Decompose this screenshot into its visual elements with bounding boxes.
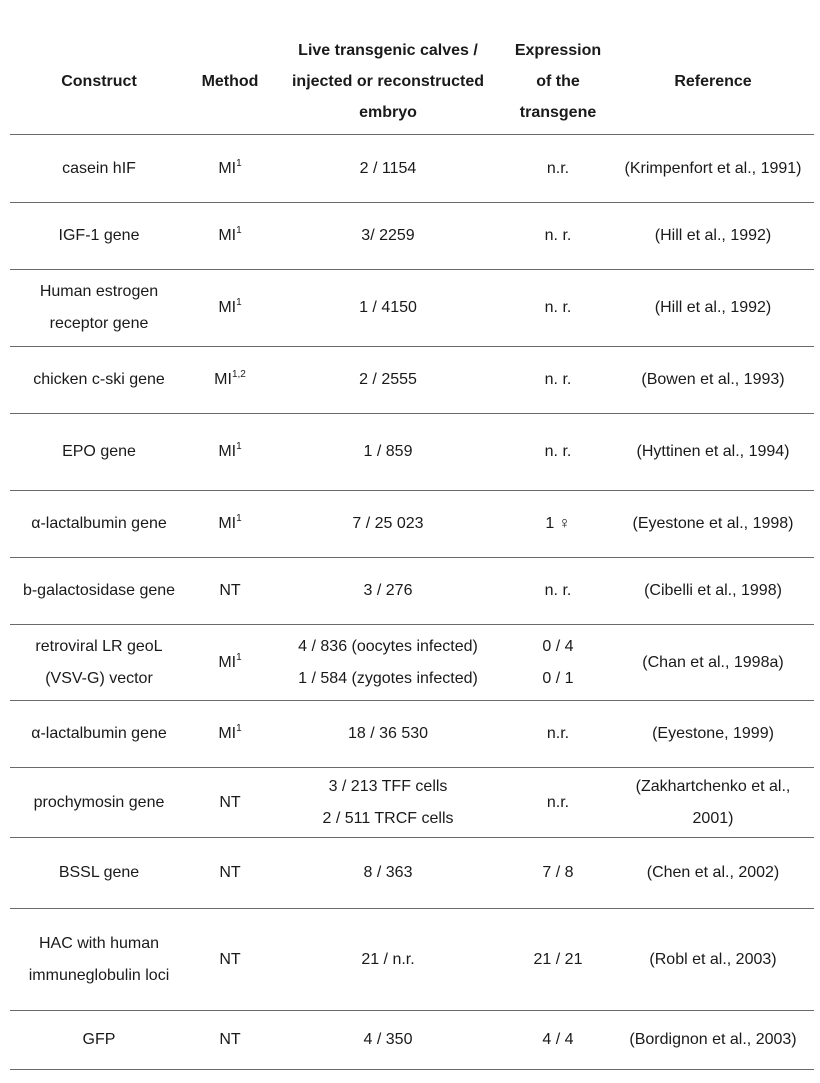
construct-cell [10, 718, 188, 750]
construct-line: (VSV-G) vector [45, 669, 153, 687]
live-calves-line: 3/ 2259 [361, 227, 415, 244]
reference-line: (Eyestone et al., 1998) [632, 515, 794, 532]
reference-line: (Hill et al., 1992) [654, 227, 772, 244]
live-calves-line: 3 / 213 TFF cells [328, 777, 448, 795]
header-expression-line: of the [536, 72, 580, 90]
table-row [10, 491, 814, 558]
table-row [10, 203, 814, 270]
header-live-line: Live transgenic calves / [298, 41, 478, 59]
reference-line: (Hyttinen et al., 1994) [636, 443, 790, 460]
reference-cell [612, 153, 814, 185]
construct-line: chicken c-ski gene [33, 371, 165, 388]
table-row [10, 625, 814, 701]
method-cell [188, 575, 272, 607]
reference-cell [612, 944, 814, 976]
construct-cell [10, 857, 188, 889]
construct-line: receptor gene [49, 315, 149, 332]
construct-line: HAC with human [38, 934, 160, 952]
live-calves-line: 8 / 363 [363, 864, 413, 881]
reference-line: 2001) [692, 809, 734, 827]
table-row [10, 909, 814, 1011]
construct-cell [10, 575, 188, 607]
live-calves-cell [272, 153, 504, 185]
construct-cell [10, 153, 188, 185]
live-calves-cell [272, 944, 504, 976]
expression-line: 4 / 4 [542, 1031, 574, 1048]
reference-line: (Chen et al., 2002) [646, 864, 780, 881]
table-row [10, 135, 814, 203]
construct-line: retroviral LR geoL [35, 637, 163, 655]
live-calves-line: 2 / 1154 [359, 159, 417, 177]
reference-cell [612, 292, 814, 324]
method-text: MI [218, 443, 237, 460]
live-calves-line: 4 / 350 [363, 1031, 413, 1048]
construct-line: casein hIF [62, 159, 136, 177]
live-calves-cell [272, 857, 504, 889]
header-expression [504, 35, 612, 128]
header-live-calves [272, 35, 504, 128]
construct-cell [10, 1024, 188, 1056]
live-calves-cell [272, 718, 504, 750]
method-text: MI [218, 653, 237, 671]
expression-line: n. r. [544, 443, 572, 460]
method-text: MI [218, 515, 237, 532]
expression-line: 0 / 4 [542, 637, 574, 655]
live-calves-cell [272, 575, 504, 607]
expression-line: n. r. [544, 227, 572, 244]
table-row [10, 414, 814, 491]
construct-line: α-lactalbumin gene [31, 725, 167, 742]
reference-line: (Eyestone, 1999) [652, 725, 774, 742]
table-row [10, 1011, 814, 1070]
construct-line: Human estrogen [39, 283, 159, 300]
method-text: NT [219, 950, 241, 968]
method-text: MI [218, 159, 237, 177]
construct-cell [10, 220, 188, 252]
reference-line: (Krimpenfort et al., 1991) [624, 159, 802, 177]
method-cell [188, 1024, 272, 1056]
reference-cell [612, 1024, 814, 1056]
method-footnote: 1 [236, 157, 242, 169]
reference-line: (Robl et al., 2003) [649, 950, 777, 968]
method-cell [188, 647, 272, 679]
reference-cell [612, 364, 814, 396]
construct-line: BSSL gene [58, 864, 140, 881]
reference-cell [612, 220, 814, 252]
expression-line: 21 / 21 [533, 950, 583, 968]
construct-cell [10, 631, 188, 695]
expression-line: n.r. [546, 793, 570, 811]
table-body [10, 135, 814, 1070]
live-calves-cell [272, 1024, 504, 1056]
reference-line: (Zakhartchenko et al., [635, 777, 791, 795]
expression-cell [504, 153, 612, 185]
live-calves-line: 21 / n.r. [361, 950, 415, 968]
expression-cell [504, 508, 612, 540]
live-calves-line: 1 / 4150 [359, 299, 417, 316]
expression-line: 7 / 8 [542, 864, 574, 881]
expression-cell [504, 944, 612, 976]
reference-line: (Cibelli et al., 1998) [644, 582, 782, 599]
transgenic-calves-table [10, 28, 814, 1070]
live-calves-line: 1 / 859 [363, 443, 413, 460]
expression-line: 1 ♀ [545, 515, 571, 532]
expression-line: 0 / 1 [542, 669, 574, 687]
method-cell [188, 508, 272, 540]
expression-cell [504, 436, 612, 468]
construct-cell [10, 928, 188, 992]
expression-cell [504, 220, 612, 252]
reference-cell [612, 508, 814, 540]
construct-line: EPO gene [62, 443, 136, 460]
expression-cell [504, 857, 612, 889]
reference-cell [612, 436, 814, 468]
construct-cell [10, 364, 188, 396]
header-method: Method [201, 72, 259, 90]
header-expression-line: transgene [519, 103, 597, 121]
expression-line: n. r. [544, 371, 572, 388]
reference-cell [612, 718, 814, 750]
expression-cell [504, 575, 612, 607]
reference-line: (Bowen et al., 1993) [641, 371, 785, 388]
construct-cell [10, 276, 188, 340]
method-text: MI [218, 725, 237, 742]
expression-line: n.r. [546, 159, 570, 177]
method-cell [188, 220, 272, 252]
live-calves-cell [272, 436, 504, 468]
table-row [10, 701, 814, 768]
reference-line: (Hill et al., 1992) [654, 299, 772, 316]
method-text: NT [219, 793, 241, 811]
live-calves-line: 2 / 2555 [359, 371, 417, 388]
table-header [10, 28, 814, 135]
construct-line: GFP [82, 1031, 116, 1048]
expression-cell [504, 364, 612, 396]
expression-cell [504, 787, 612, 819]
reference-line: (Chan et al., 1998a) [642, 653, 784, 671]
live-calves-cell [272, 364, 504, 396]
construct-cell [10, 787, 188, 819]
live-calves-line: 2 / 511 TRCF cells [322, 809, 454, 827]
method-cell [188, 153, 272, 185]
method-cell [188, 436, 272, 468]
construct-line: immuneglobulin loci [28, 966, 170, 984]
live-calves-line: 1 / 584 (zygotes infected) [298, 669, 478, 687]
reference-line: (Bordignon et al., 2003) [629, 1031, 797, 1048]
header-construct: Construct [61, 72, 137, 90]
table-row [10, 838, 814, 909]
expression-cell [504, 631, 612, 695]
expression-line: n. r. [544, 299, 572, 316]
table-row [10, 270, 814, 347]
header-expression-line: Expression [514, 41, 602, 59]
header-live-line: injected or reconstructed [291, 72, 485, 90]
header-reference: Reference [674, 72, 752, 90]
live-calves-line: 18 / 36 530 [347, 725, 429, 742]
reference-cell [612, 575, 814, 607]
method-footnote: 1 [236, 225, 242, 236]
expression-line: n. r. [544, 582, 572, 599]
method-cell [188, 857, 272, 889]
method-footnote: 1 [236, 651, 242, 663]
method-text: MI [214, 371, 232, 388]
header-live-line: embryo [359, 103, 417, 121]
method-text: NT [219, 582, 241, 599]
method-cell [188, 944, 272, 976]
reference-cell [612, 647, 814, 679]
method-footnote: 1 [236, 441, 242, 452]
expression-cell [504, 1024, 612, 1056]
construct-line: α-lactalbumin gene [31, 515, 167, 532]
construct-cell [10, 436, 188, 468]
method-footnote: 1,2 [231, 369, 246, 380]
table-row [10, 768, 814, 838]
method-cell [188, 787, 272, 819]
construct-line: IGF-1 gene [58, 227, 140, 244]
method-footnote: 1 [236, 513, 242, 524]
live-calves-line: 3 / 276 [363, 582, 413, 599]
method-text: MI [218, 227, 237, 244]
live-calves-cell [272, 771, 504, 835]
table-row [10, 347, 814, 414]
construct-line: prochymosin gene [33, 793, 165, 811]
method-cell [188, 292, 272, 324]
table-row [10, 558, 814, 625]
live-calves-line: 7 / 25 023 [352, 515, 424, 532]
method-footnote: 1 [236, 723, 242, 734]
construct-line: b-galactosidase gene [22, 582, 176, 599]
live-calves-cell [272, 508, 504, 540]
construct-cell [10, 508, 188, 540]
reference-cell [612, 771, 814, 835]
live-calves-line: 4 / 836 (oocytes infected) [298, 637, 478, 655]
live-calves-cell [272, 292, 504, 324]
expression-cell [504, 718, 612, 750]
live-calves-cell [272, 220, 504, 252]
method-text: NT [219, 1031, 241, 1048]
method-cell [188, 718, 272, 750]
expression-line: n.r. [546, 725, 570, 742]
live-calves-cell [272, 631, 504, 695]
method-cell [188, 364, 272, 396]
method-footnote: 1 [236, 297, 242, 308]
reference-cell [612, 857, 814, 889]
method-text: NT [219, 864, 241, 881]
expression-cell [504, 292, 612, 324]
method-text: MI [218, 299, 237, 316]
